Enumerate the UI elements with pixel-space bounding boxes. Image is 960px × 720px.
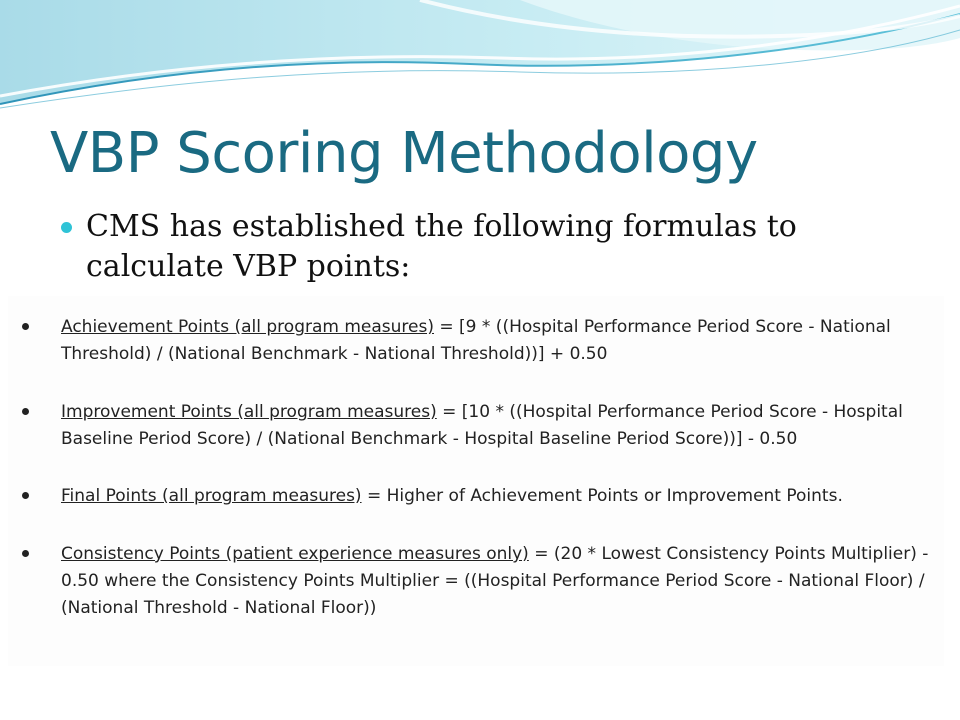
slide-title: VBP Scoring Methodology <box>50 121 758 186</box>
formula-definition: = [9 * ((Hospital Performance Period Score - National Threshold) / (National Benchmark - National Threshold))] + 0.50 <box>61 317 891 364</box>
bullet-icon <box>22 408 29 415</box>
bullet-icon <box>22 323 29 330</box>
formula-definition: = [10 * ((Hospital Performance Period Score - Hospital Baseline Period Score) / (National Benchmark - Hospital Baseline Period Score))] - 0.50 <box>61 402 903 449</box>
bullet-icon <box>22 492 29 499</box>
lead-bullet-icon <box>61 222 72 233</box>
formula-term: Achievement Points (all program measures) <box>61 317 434 337</box>
formula-term: Consistency Points (patient experience measures only) <box>61 544 529 564</box>
formula-definition: = Higher of Achievement Points or Improvement Points. <box>361 486 843 506</box>
lead-text: CMS has established the following formulas to calculate VBP points: <box>86 209 797 284</box>
formula-term: Final Points (all program measures) <box>61 486 362 506</box>
header-wave-decoration <box>0 0 960 110</box>
formula-term: Improvement Points (all program measures) <box>61 402 437 422</box>
formula-definition: = (20 * Lowest Consistency Points Multiplier) - 0.50 where the Consistency Points Multiplier = ((Hospital Performance Period Score - National Floor) / (National Threshold - National Floor)) <box>61 544 929 618</box>
bullet-icon <box>22 550 29 557</box>
formula-panel <box>8 296 944 666</box>
